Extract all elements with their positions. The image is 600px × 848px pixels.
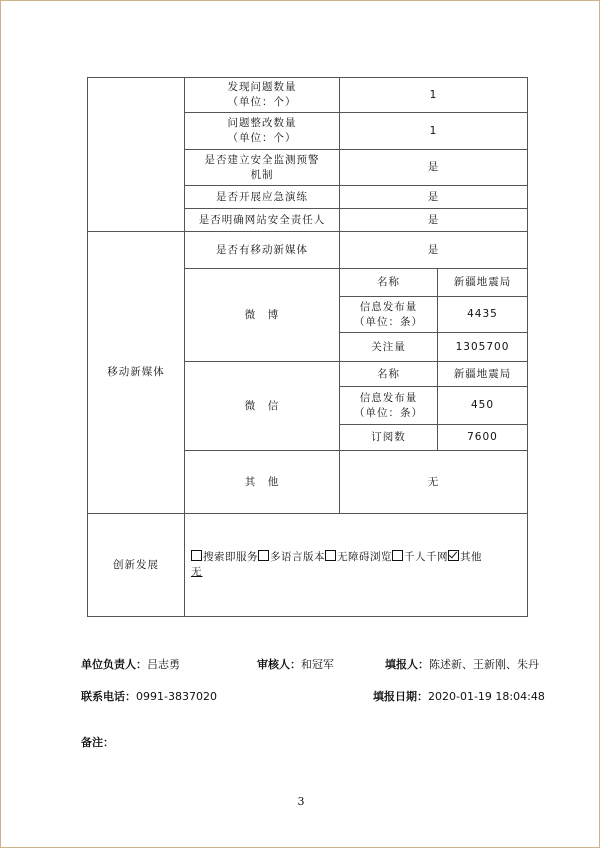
- option-multilingual: 多语言版本: [270, 551, 325, 563]
- report-table: [87, 77, 528, 617]
- weixin-subs-label: 订阅数: [340, 425, 438, 451]
- option-search-service: 搜索即服务: [203, 551, 258, 563]
- reviewer-label: 审核人：: [257, 658, 301, 671]
- weibo-count-value: 4435: [438, 297, 528, 333]
- date-label: 填报日期：: [373, 690, 428, 703]
- weibo-count-label: 信息发布量 （单位：条）: [340, 297, 438, 333]
- issues-fixed-label: 问题整改数量 （单位：个）: [185, 113, 340, 150]
- weixin-count-label: 信息发布量 （单位：条）: [340, 387, 438, 425]
- filler-value: 陈述新、王新刚、朱丹: [429, 658, 539, 671]
- issues-found-value: 1: [340, 78, 528, 113]
- option-accessibility: 无障碍浏览: [337, 551, 392, 563]
- has-mobile-media-label: 是否有移动新媒体: [185, 232, 340, 269]
- date-line: [373, 688, 545, 704]
- section-cell-blank: [88, 78, 185, 232]
- weixin-count-value: 450: [438, 387, 528, 425]
- checkbox-multilingual[interactable]: [258, 550, 269, 561]
- weixin-label: 微 信: [185, 362, 340, 451]
- filler-line: [385, 656, 539, 672]
- page-number: 3: [297, 795, 305, 808]
- drill-value: 是: [340, 186, 528, 209]
- drill-label: 是否开展应急演练: [185, 186, 340, 209]
- phone-value: 0991-3837020: [136, 690, 217, 703]
- innovation-section: 创新发展: [88, 514, 185, 617]
- other-media-value: 无: [340, 451, 528, 514]
- weibo-name-value: 新疆地震局: [438, 269, 528, 297]
- mobile-media-section: 移动新媒体: [88, 232, 185, 514]
- innovation-options: [185, 514, 528, 617]
- checkbox-accessibility[interactable]: [325, 550, 336, 561]
- leader-line: [81, 656, 180, 672]
- reviewer-line: [257, 656, 334, 672]
- monitoring-label: 是否建立安全监测预警 机制: [185, 150, 340, 186]
- issues-fixed-value: 1: [340, 113, 528, 150]
- phone-label: 联系电话：: [81, 690, 136, 703]
- weibo-label: 微 博: [185, 269, 340, 362]
- reviewer-value: 和冠军: [301, 658, 334, 671]
- option-other: 其他: [460, 551, 482, 563]
- other-media-label: 其 他: [185, 451, 340, 514]
- checkbox-personalized[interactable]: [392, 550, 403, 561]
- weixin-name-value: 新疆地震局: [438, 362, 528, 387]
- leader-value: 吕志勇: [147, 658, 180, 671]
- date-value: 2020-01-19 18:04:48: [428, 690, 545, 703]
- weibo-followers-value: 1305700: [438, 333, 528, 362]
- issues-found-label: 发现问题数量 （单位：个）: [185, 78, 340, 113]
- note-label: 备注：: [81, 736, 114, 749]
- leader-label: 单位负责人：: [81, 658, 147, 671]
- innovation-other-text: 无: [191, 566, 203, 578]
- weibo-name-label: 名称: [340, 269, 438, 297]
- security-officer-value: 是: [340, 209, 528, 232]
- monitoring-value: 是: [340, 150, 528, 186]
- has-mobile-media-value: 是: [340, 232, 528, 269]
- weixin-subs-value: 7600: [438, 425, 528, 451]
- option-personalized: 千人千网: [404, 551, 448, 563]
- weibo-followers-label: 关注量: [340, 333, 438, 362]
- weixin-name-label: 名称: [340, 362, 438, 387]
- phone-line: [81, 688, 217, 704]
- filler-label: 填报人：: [385, 658, 429, 671]
- checkbox-other[interactable]: [448, 550, 459, 561]
- security-officer-label: 是否明确网站安全责任人: [185, 209, 340, 232]
- checkbox-search-service[interactable]: [191, 550, 202, 561]
